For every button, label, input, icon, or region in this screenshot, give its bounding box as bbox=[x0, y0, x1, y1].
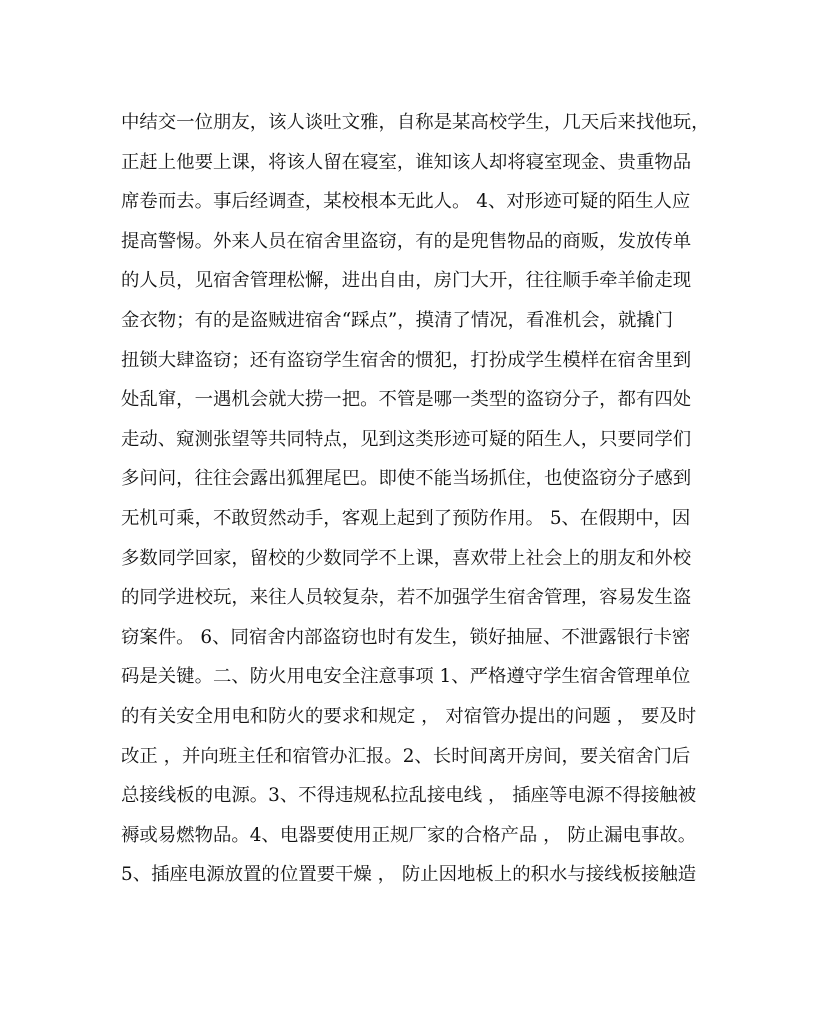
text-line-15: 码是关键。二、防火用电安全注意事项 1、严格遵守学生宿舍管理单位 bbox=[121, 666, 691, 688]
text-line-17: 改正 ，并向班主任和宿管办汇报。2、长时间离开房间，要关宿舍门后 bbox=[121, 745, 691, 767]
text-line-9: 走动、窥测张望等共同特点，见到这类形迹可疑的陌生人，只要同学们 bbox=[121, 428, 692, 450]
text-line-5: 的人员，见宿舍管理松懈，进出自由，房门大开，往往顺手牵羊偷走现 bbox=[121, 270, 692, 292]
body-text bbox=[121, 103, 710, 895]
text-line-20: 5、插座电源放置的位置要干燥 ， 防止因地板上的积水与接线板接触造 bbox=[121, 864, 697, 886]
text-line-14: 窃案件。 6、同宿舍内部盗窃也时有发生，锁好抽屉、不泄露银行卡密 bbox=[121, 626, 691, 648]
text-line-4: 提高警惕。外来人员在宿舍里盗窃，有的是兜售物品的商贩，发放传单 bbox=[121, 230, 692, 252]
text-line-7: 扭锁大肆盗窃；还有盗窃学生宿舍的惯犯，打扮成学生模样在宿舍里到 bbox=[121, 349, 692, 371]
text-line-6: 金衣物；有的是盗贼进宿舍“踩点”，摸清了情况，看准机会，就撬门 bbox=[121, 309, 674, 331]
text-line-16: 的有关安全用电和防火的要求和规定 ， 对宿管办提出的问题 ， 要及时 bbox=[121, 705, 697, 727]
text-line-12: 多数同学回家，留校的少数同学不上课，喜欢带上社会上的朋友和外校 bbox=[121, 547, 692, 569]
text-line-10: 多问问，往往会露出狐狸尾巴。即使不能当场抓住，也使盗窃分子感到 bbox=[121, 468, 692, 490]
text-line-3: 席卷而去。事后经调查，某校根本无此人。 4、对形迹可疑的陌生人应 bbox=[121, 191, 691, 213]
text-line-2: 正赶上他要上课，将该人留在寝室，谁知该人却将寝室现金、贵重物品 bbox=[121, 151, 692, 173]
text-line-11: 无机可乘，不敢贸然动手，客观上起到了预防作用。 5、在假期中，因 bbox=[121, 507, 691, 529]
text-line-13: 的同学进校玩，来往人员较复杂，若不加强学生宿舍管理，容易发生盗 bbox=[121, 587, 692, 609]
text-line-1: 中结交一位朋友，该人谈吐文雅，自称是某高校学生，几天后来找他玩， bbox=[121, 112, 710, 133]
text-line-19: 褥或易燃物品。4、电器要使用正规厂家的合格产品 ， 防止漏电事故。 bbox=[121, 824, 697, 846]
text-line-8: 处乱窜，一遇机会就大捞一把。不管是哪一类型的盗窃分子，都有四处 bbox=[121, 389, 692, 411]
text-line-18: 总接线板的电源。3、不得违规私拉乱接电线 ， 插座等电源不得接触被 bbox=[121, 785, 697, 807]
